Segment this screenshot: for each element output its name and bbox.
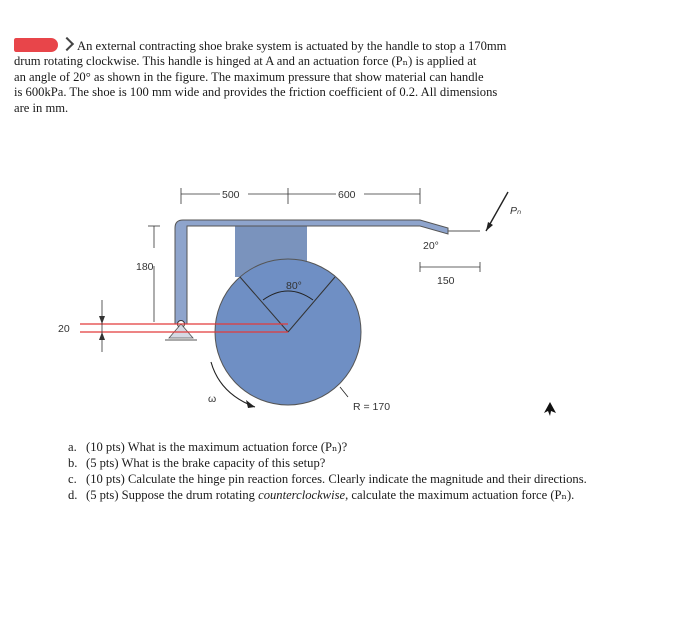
problem-line-4: is 600kPa. The shoe is 100 mm wide and provides the friction coefficient of 0.2. All dimensions (14, 85, 498, 100)
angle-shoe-label: 80° (286, 280, 302, 292)
dim-top-right-label: 600 (338, 189, 356, 201)
question-text: (5 pts) Suppose the drum rotating counterclockwise, calculate the maximum actuation force (Pₙ). (86, 488, 575, 502)
problem-line-1-text: An external contracting shoe brake system is actuated by the handle to stop a 170mm (77, 39, 507, 53)
question-text: (10 pts) Calculate the hinge pin reaction forces. Clearly indicate the magnitude and their directions. (86, 472, 587, 486)
force-label: Pₙ (510, 205, 522, 217)
chevron-right-icon (60, 37, 74, 51)
brake-figure (40, 182, 600, 422)
hinge-support (169, 324, 193, 338)
problem-line-2: drum rotating clockwise. This handle is hinged at A and an actuation force (Pₙ) is applied at (14, 54, 477, 69)
question-text: (5 pts) What is the brake capacity of this setup? (86, 456, 326, 470)
question-item (68, 472, 668, 487)
problem-line-3: an angle of 20° as shown in the figure. The maximum pressure that show material can handle (14, 69, 484, 84)
problem-line-1 (14, 38, 654, 54)
question-item (68, 488, 668, 503)
dim-vertical-label: 180 (136, 261, 154, 273)
force-arrowhead (486, 222, 493, 231)
radius-label: R = 170 (353, 401, 391, 413)
dim-handle-label: 150 (437, 275, 455, 287)
rotation-label: ω (208, 393, 217, 405)
question-list (68, 440, 668, 504)
question-label: a. (68, 440, 77, 454)
mouse-pointer-icon (543, 401, 557, 417)
dim-top-left-label: 500 (222, 189, 240, 201)
question-item (68, 440, 668, 455)
problem-line-5: are in mm. (14, 100, 69, 115)
dim-offset-label: 20 (58, 323, 70, 335)
question-item (68, 456, 668, 471)
question-text: (10 pts) What is the maximum actuation force (Pₙ)? (86, 440, 348, 454)
brake-diagram (40, 182, 600, 422)
problem-statement (14, 38, 654, 116)
question-label: b. (68, 456, 78, 470)
angle-handle-label: 20° (423, 240, 439, 252)
question-label: c. (68, 472, 77, 486)
question-label: d. (68, 488, 78, 502)
red-highlight-mark (14, 38, 58, 52)
